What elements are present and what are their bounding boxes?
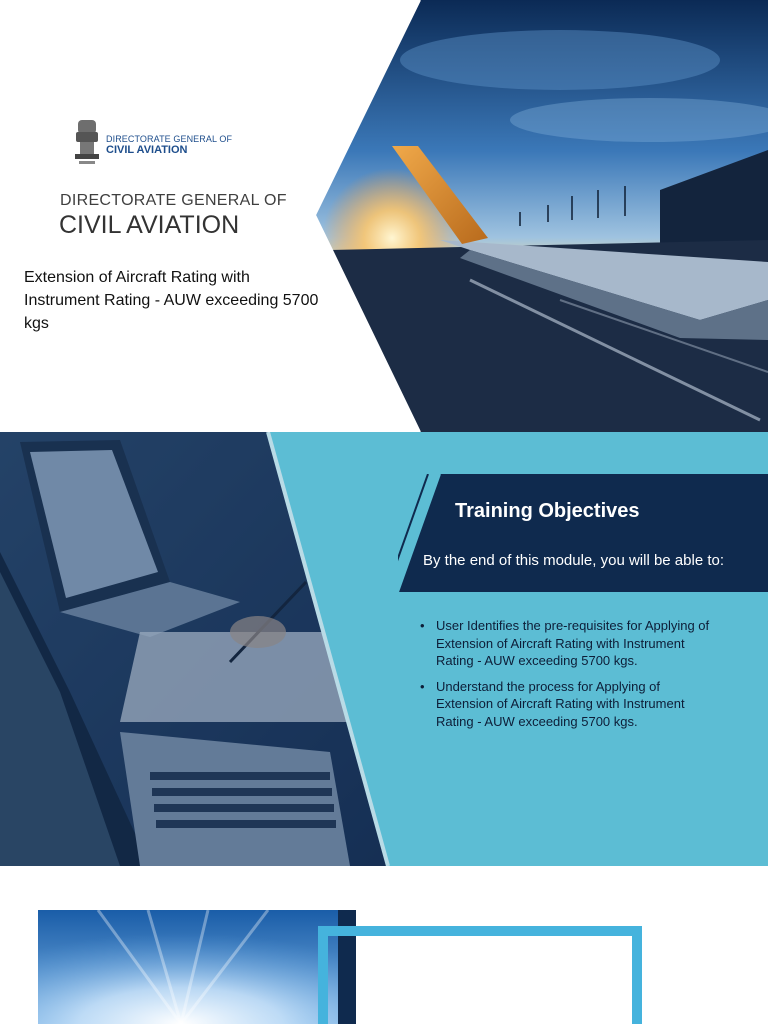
title-slide xyxy=(0,0,768,432)
logo-text-line2: CIVIL AVIATION xyxy=(106,144,188,156)
organization-name-line1: DIRECTORATE GENERAL OF xyxy=(60,192,287,209)
next-slide-partial xyxy=(0,866,768,1024)
training-objectives-slide xyxy=(0,432,768,866)
objectives-banner xyxy=(398,474,768,592)
list-item: • Understand the process for Applying of Extension of Aircraft Rating with Instrument Rating - AUW exceeding 5700 kgs. xyxy=(418,678,718,731)
objectives-heading: Training Objectives xyxy=(455,500,640,522)
objectives-list xyxy=(418,617,718,738)
logo-text-line1: DIRECTORATE GENERAL OF xyxy=(106,134,233,144)
list-item: • User Identifies the pre-requisites for Applying of Extension of Aircraft Rating with Instrument Rating - AUW exceeding 5700 kgs. xyxy=(418,617,718,670)
organization-name-line2: CIVIL AVIATION xyxy=(59,211,240,239)
objectives-intro: By the end of this module, you will be able to: xyxy=(423,552,725,569)
accent-frame xyxy=(318,926,642,1024)
slide-title: Extension of Aircraft Rating with Instrument Rating - AUW exceeding 5700 kgs xyxy=(24,269,319,332)
state-emblem-icon xyxy=(72,118,102,166)
dgca-logo xyxy=(72,118,232,168)
sky-sunburst-photo xyxy=(38,910,356,1024)
